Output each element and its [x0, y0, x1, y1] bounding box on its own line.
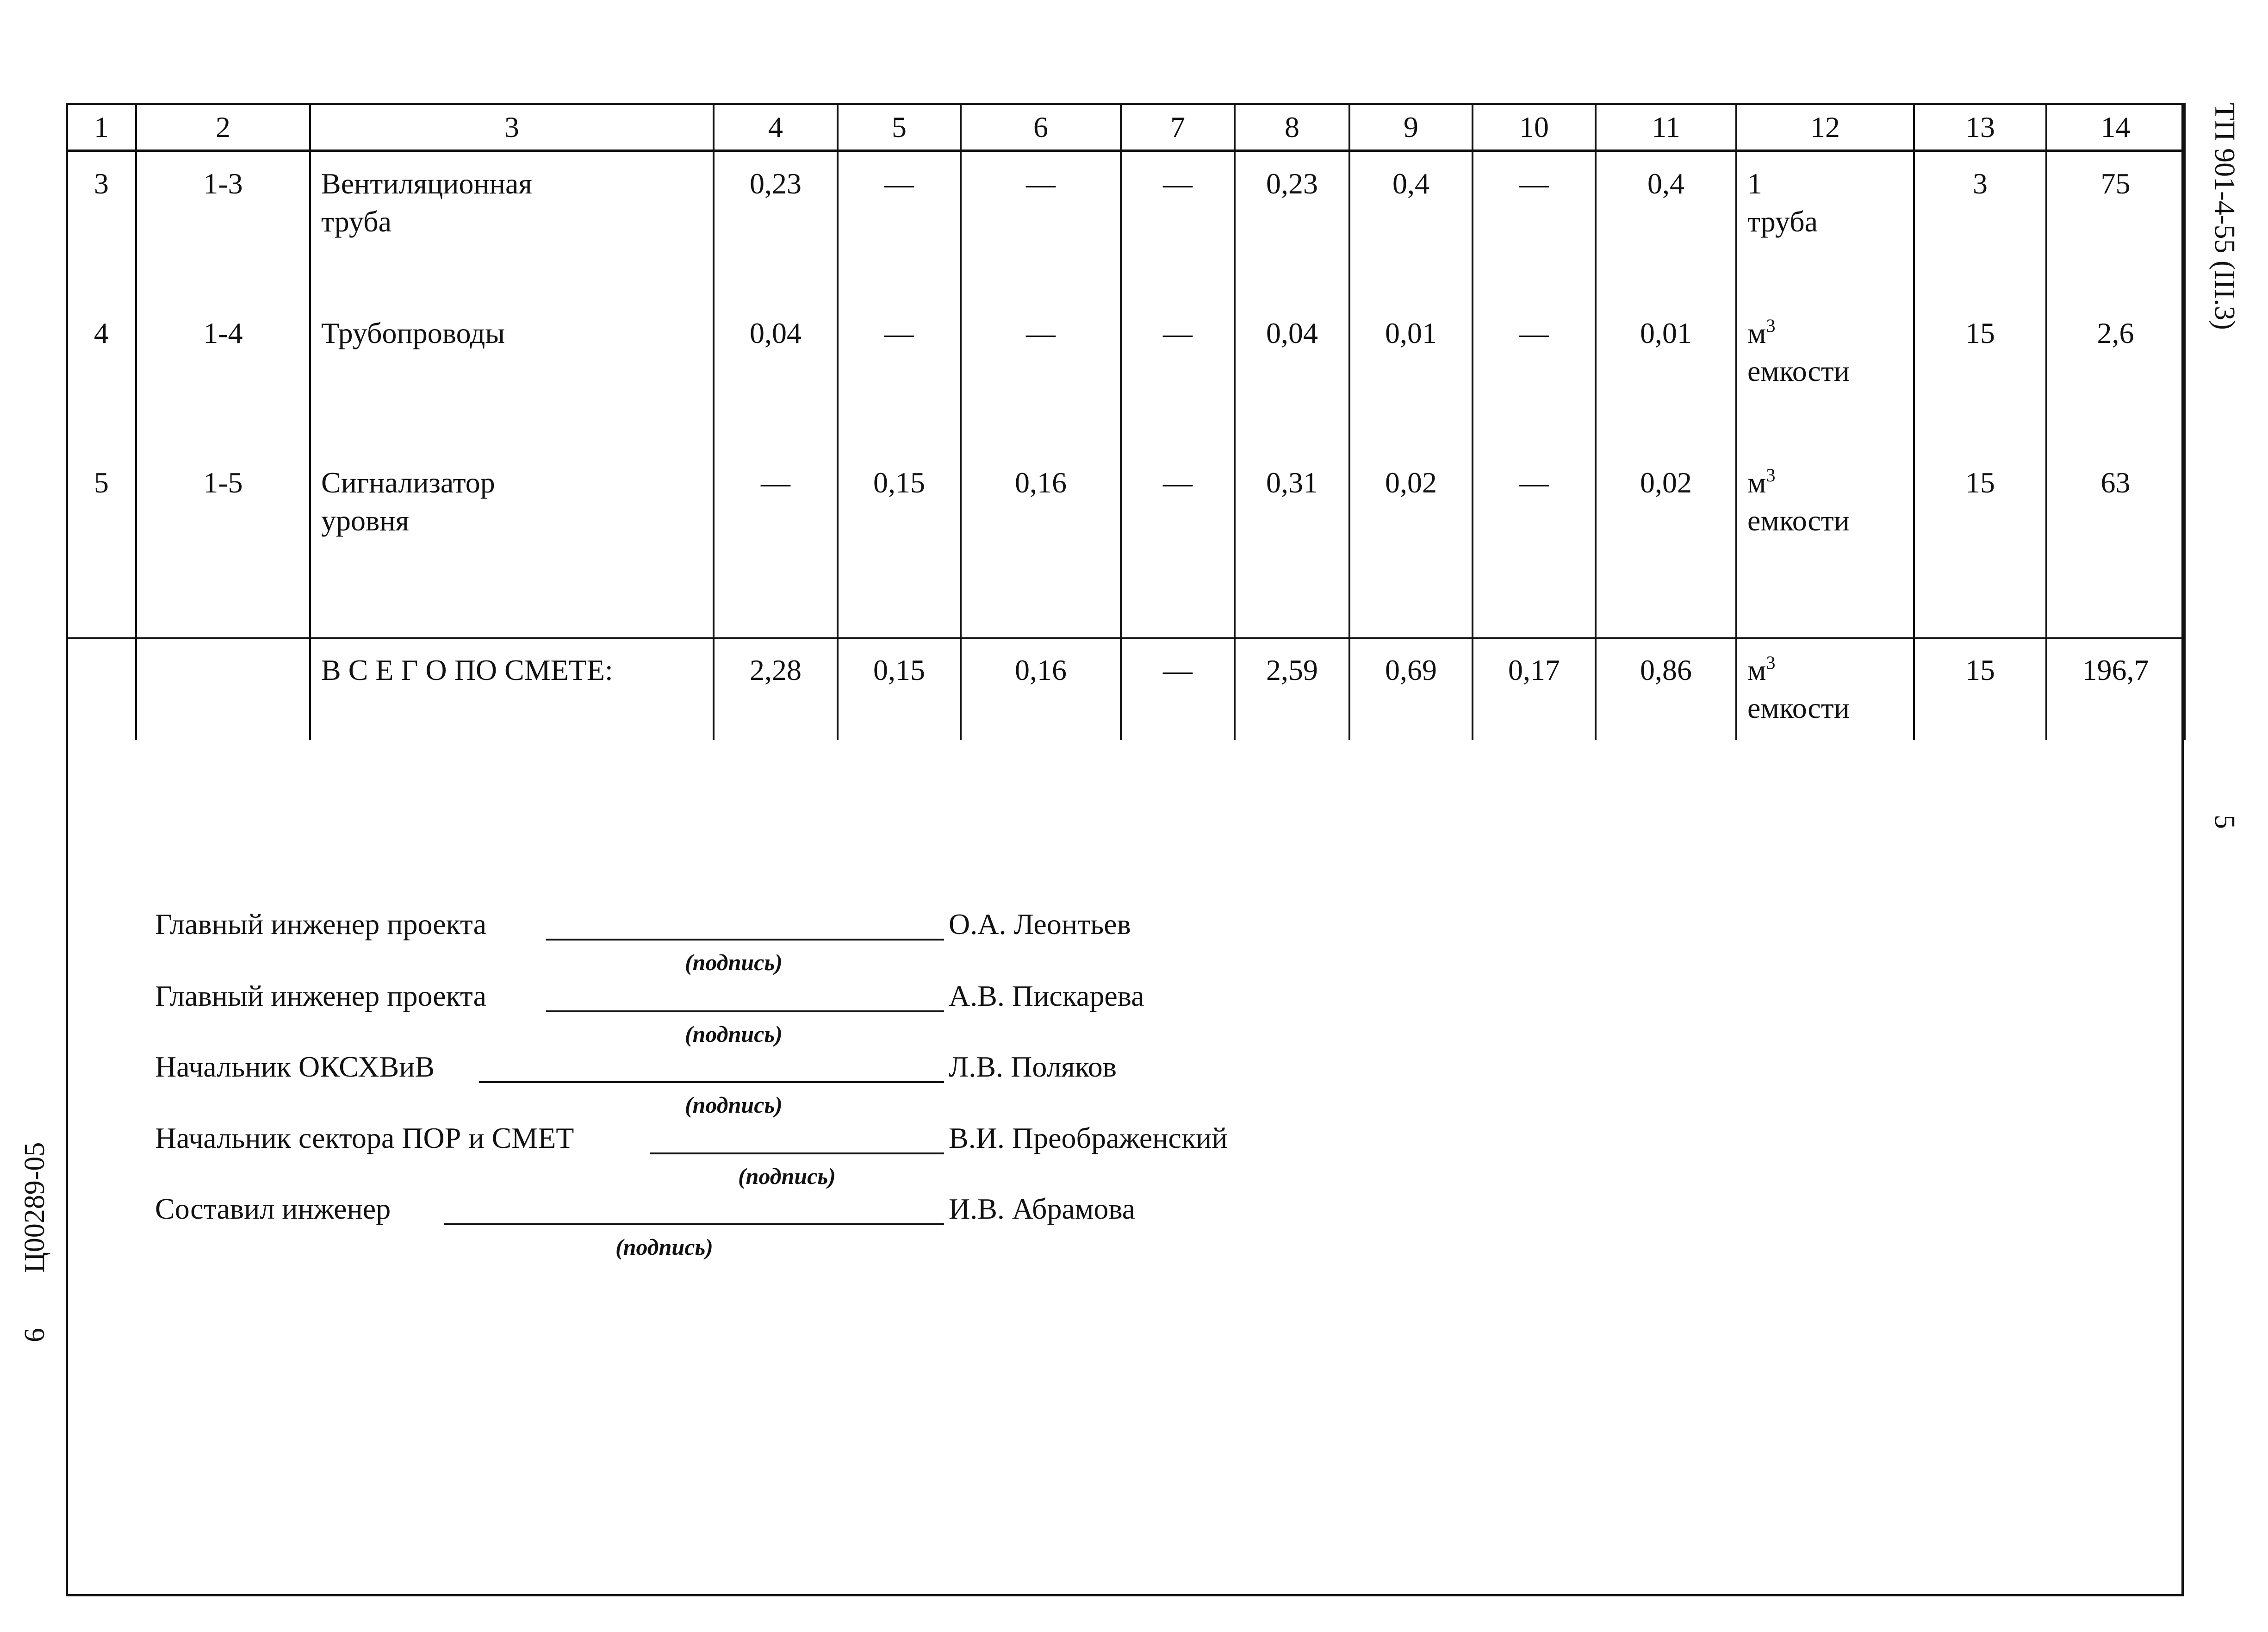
name-line: уровня [321, 504, 409, 537]
signature-role: Главный инженер проекта [155, 979, 487, 1012]
table-row [67, 151, 2185, 302]
cell-value: 15 [1914, 638, 2046, 740]
cell-value: 0,04 [1235, 301, 1349, 451]
unit-line: емкости [1747, 691, 1850, 724]
col-header: 1 [67, 104, 136, 151]
cell-value: 0,86 [1596, 638, 1736, 740]
table-row [67, 451, 2185, 638]
signature-role: Начальник ОКСХВиВ [155, 1050, 435, 1083]
col-header: 8 [1235, 104, 1349, 151]
cell-unit [1736, 301, 1914, 451]
cell-value: — [1473, 451, 1596, 638]
col-header: 10 [1473, 104, 1596, 151]
cell-code: 1-4 [136, 301, 310, 451]
cell-num: 3 [67, 151, 136, 302]
col-header: 13 [1914, 104, 2046, 151]
cell-value: 0,02 [1349, 451, 1473, 638]
unit-line: емкости [1747, 504, 1850, 537]
unit-line: труба [1747, 205, 1818, 238]
col-header: 4 [714, 104, 838, 151]
cell-code: 1-3 [136, 151, 310, 302]
col-header: 11 [1596, 104, 1736, 151]
name-line: Вентиляционная [321, 167, 532, 200]
cell-value: 0,4 [1596, 151, 1736, 302]
estimate-table [66, 103, 2186, 740]
cell-value: 3 [1914, 151, 2046, 302]
col-header: 14 [2046, 104, 2185, 151]
cell-value: — [838, 151, 961, 302]
cell-value: — [961, 151, 1121, 302]
signature-line [546, 1010, 944, 1012]
cell-value: 0,01 [1596, 301, 1736, 451]
cell-unit [1736, 151, 1914, 302]
col-header: 3 [310, 104, 714, 151]
cell-value: 0,15 [838, 638, 961, 740]
cell-num: 4 [67, 301, 136, 451]
cell-value: 0,17 [1473, 638, 1596, 740]
col-header: 2 [136, 104, 310, 151]
cell-value: — [714, 451, 838, 638]
total-row [67, 638, 2185, 740]
cell-name [310, 451, 714, 638]
unit-superscript: 3 [1766, 465, 1776, 486]
cell-value: — [838, 301, 961, 451]
cell-value: 15 [1914, 451, 2046, 638]
unit-line: м [1747, 317, 1766, 349]
page-number-left: 6 [19, 1328, 50, 1342]
unit-line: 1 [1747, 167, 1762, 200]
cell-unit [1736, 638, 1914, 740]
archive-code: Ц00289-05 [19, 1142, 50, 1273]
cell-value: 2,6 [2046, 301, 2185, 451]
cell-value: 0,16 [961, 638, 1121, 740]
signature-name: О.А. Леонтьев [949, 908, 1131, 941]
signature-name: И.В. Абрамова [949, 1192, 1136, 1225]
col-header: 5 [838, 104, 961, 151]
signature-role: Главный инженер проекта [155, 908, 487, 941]
page-number-right: 5 [2209, 815, 2240, 829]
cell-value: 63 [2046, 451, 2185, 638]
cell-value: 2,59 [1235, 638, 1349, 740]
cell-value: 15 [1914, 301, 2046, 451]
cell-value: — [1121, 451, 1235, 638]
cell-name [310, 151, 714, 302]
signature-note: (подпись) [685, 949, 783, 975]
cell-value: — [1121, 301, 1235, 451]
cell-value: 0,16 [961, 451, 1121, 638]
signature-note: (подпись) [738, 1163, 836, 1189]
cell-value: — [961, 301, 1121, 451]
name-line: труба [321, 205, 392, 238]
table-header-row [67, 104, 2185, 151]
signature-note: (подпись) [615, 1234, 713, 1260]
signature-name: А.В. Пискарева [949, 979, 1144, 1012]
col-header: 6 [961, 104, 1121, 151]
cell-unit [1736, 451, 1914, 638]
cell-value: 0,69 [1349, 638, 1473, 740]
cell-value: 0,31 [1235, 451, 1349, 638]
signature-line [546, 939, 944, 941]
signature-name: Л.В. Поляков [949, 1050, 1117, 1083]
cell-value: 0,4 [1349, 151, 1473, 302]
col-header: 7 [1121, 104, 1235, 151]
unit-superscript: 3 [1766, 315, 1776, 336]
col-header: 9 [1349, 104, 1473, 151]
cell-value: — [1121, 151, 1235, 302]
cell-value: — [1473, 301, 1596, 451]
cell-value: 0,04 [714, 301, 838, 451]
signature-role: Составил инженер [155, 1192, 391, 1225]
cell-value: 0,15 [838, 451, 961, 638]
cell-value: 2,28 [714, 638, 838, 740]
table-row [67, 301, 2185, 451]
cell-value: — [1121, 638, 1235, 740]
cell-num: 5 [67, 451, 136, 638]
cell-value: 196,7 [2046, 638, 2185, 740]
unit-superscript: 3 [1766, 652, 1776, 673]
doc-code: ТП 901-4-55 (III.3) [2209, 103, 2240, 330]
cell-value: 0,02 [1596, 451, 1736, 638]
cell-value: 75 [2046, 151, 2185, 302]
signature-note: (подпись) [685, 1021, 783, 1047]
col-header: 12 [1736, 104, 1914, 151]
total-label: В С Е Г О ПО СМЕТЕ: [310, 638, 714, 740]
signature-line [444, 1223, 944, 1225]
cell-value: 0,23 [714, 151, 838, 302]
signature-name: В.И. Преображенский [949, 1121, 1228, 1154]
signature-line [479, 1081, 944, 1083]
cell-name [310, 301, 714, 451]
name-line: Трубопроводы [321, 317, 505, 349]
signature-role: Начальник сектора ПОР и СМЕТ [155, 1121, 574, 1154]
signature-line [650, 1152, 944, 1154]
signature-note: (подпись) [685, 1092, 783, 1118]
unit-line: емкости [1747, 355, 1850, 387]
cell-value: 0,23 [1235, 151, 1349, 302]
name-line: Сигнализатор [321, 466, 495, 499]
unit-line: м [1747, 466, 1766, 499]
cell-empty [136, 638, 310, 740]
cell-code: 1-5 [136, 451, 310, 638]
cell-value: — [1473, 151, 1596, 302]
unit-line: м [1747, 654, 1766, 686]
cell-value: 0,01 [1349, 301, 1473, 451]
cell-empty [67, 638, 136, 740]
